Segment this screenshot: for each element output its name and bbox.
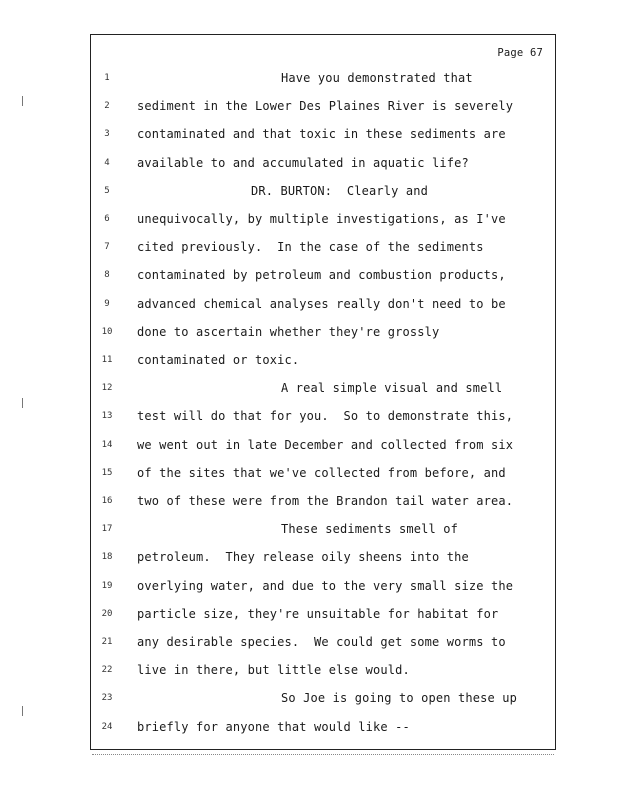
transcript-line: advanced chemical analyses really don't need to be [137, 296, 506, 311]
transcript-line: sediment in the Lower Des Plaines River is severely [137, 99, 514, 114]
line-number: 10 [101, 326, 113, 337]
line-number: 16 [101, 496, 113, 506]
line-number: 19 [101, 580, 113, 591]
transcript-line: we went out in late December and collected from six [137, 437, 514, 452]
transcript-line: briefly for anyone that would like -- [137, 719, 410, 734]
line-number: 6 [104, 214, 110, 224]
line-number: 3 [104, 129, 110, 140]
line-number: 24 [101, 721, 113, 732]
line-number: 18 [101, 552, 113, 563]
transcript-line: particle size, they're unsuitable for habitat for [137, 606, 499, 621]
transcript-line: cited previously. In the case of the sediments [137, 240, 484, 255]
line-number: 4 [104, 157, 110, 168]
transcript-line: live in there, but little else would. [137, 663, 410, 678]
transcript-line: A real simple visual and smell [281, 381, 503, 396]
transcript-line: Have you demonstrated that [281, 71, 473, 85]
transcript-line: unequivocally, by multiple investigations, as I've [137, 212, 506, 226]
transcript-line: test will do that for you. So to demonstrate this, [137, 409, 514, 424]
transcript-line: contaminated and that toxic in these sediments are [137, 127, 506, 142]
transcript-line: two of these were from the Brandon tail water area. [137, 494, 514, 508]
line-number: 13 [101, 411, 113, 422]
line-number: 1 [104, 73, 110, 83]
line-number: 21 [101, 637, 113, 647]
page-number: Page 67 [497, 47, 543, 59]
transcript-line: contaminated or toxic. [137, 353, 300, 367]
transcript-line: done to ascertain whether they're grossly [137, 324, 440, 339]
line-number: 14 [101, 439, 113, 450]
transcript-line: contaminated by petroleum and combustion products, [137, 268, 506, 283]
line-number: 11 [101, 355, 113, 365]
line-number: 22 [101, 665, 113, 676]
binder-hole-mark-middle [22, 398, 27, 408]
line-number: 12 [101, 383, 113, 394]
transcript-line: These sediments smell of [281, 522, 458, 537]
binder-hole-mark-top [22, 96, 27, 106]
transcript-line: DR. BURTON: Clearly and [251, 183, 428, 198]
binder-hole-mark-bottom [22, 706, 27, 716]
transcript-page [90, 34, 556, 750]
line-number: 23 [101, 693, 113, 704]
line-number: 17 [101, 524, 113, 535]
transcript-line: available to and accumulated in aquatic life? [137, 155, 469, 170]
footer-rule [92, 754, 554, 755]
line-number: 7 [104, 242, 110, 253]
transcript-line: So Joe is going to open these up [281, 691, 517, 706]
transcript-line: petroleum. They release oily sheens into the [137, 550, 469, 565]
line-number: 15 [101, 467, 113, 478]
line-number: 2 [104, 101, 110, 112]
line-number: 5 [104, 185, 110, 196]
line-number: 8 [104, 270, 110, 281]
line-number: 9 [104, 298, 110, 309]
transcript-line: overlying water, and due to the very small size the [137, 578, 514, 593]
transcript-line: of the sites that we've collected from before, and [137, 465, 506, 480]
line-number: 20 [101, 608, 113, 619]
transcript-line: any desirable species. We could get some worms to [137, 635, 506, 649]
